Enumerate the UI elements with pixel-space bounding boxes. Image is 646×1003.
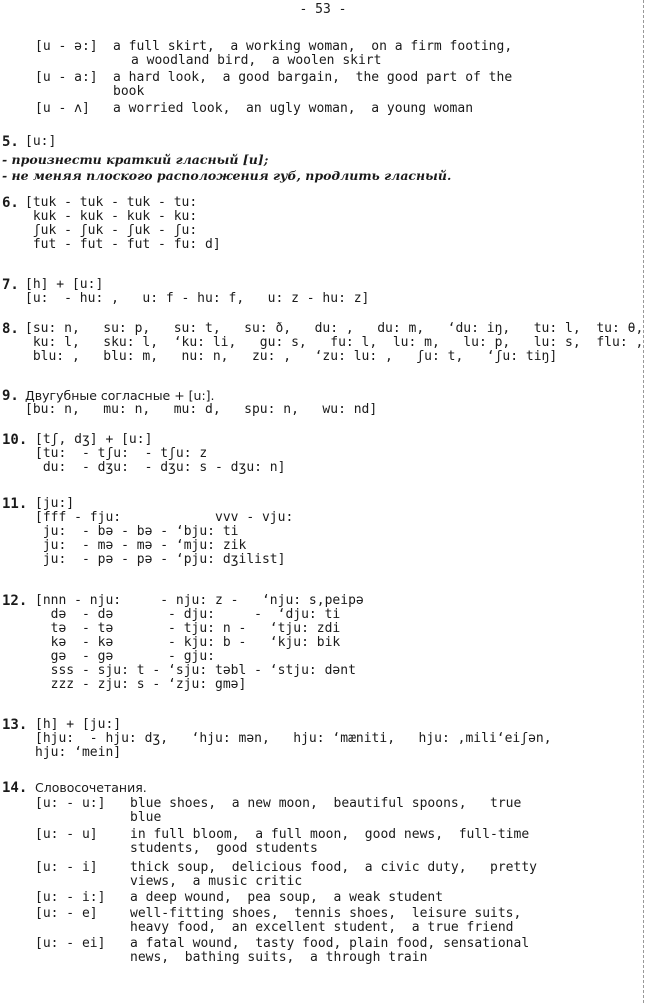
section-number-9: 9. — [2, 388, 19, 404]
drill-line: ʃuk - ʃuk - ʃuk - ʃu: — [25, 223, 198, 238]
drill-line: [su: n, su: p, su: t, su: ð, du: , du: m, ‘du: iŋ, tu: l, tu: θ, — [25, 321, 644, 336]
page-edge-divider — [642, 0, 644, 1003]
pair-label: [u: - e] — [35, 906, 98, 921]
drill-heading: Двугубные согласные + [u:]. — [25, 388, 215, 403]
pair-label: [u: - u:] — [35, 796, 106, 811]
pair-text: well-fitting shoes, tennis shoes, leisure suits, — [130, 906, 522, 921]
drill-line: [tuk - tuk - tuk - tu: — [25, 195, 198, 210]
section-5-title: [u:] — [25, 134, 57, 149]
page-number: - 53 - — [299, 2, 347, 17]
drill-line: ju: - bə - bə - ‘bju: ti — [35, 524, 239, 539]
pair-label: [u - a:] — [35, 70, 98, 85]
section-number-13: 13. — [2, 717, 28, 733]
pair-text: thick soup, delicious food, a civic duty, pretty — [130, 860, 537, 875]
drill-line: [fff - fju: vvv - vju: — [35, 510, 294, 525]
pair-text: students, good students — [130, 841, 318, 856]
drill-line: sss - sju: t - ‘sju: təbl - ‘stju: dənt — [35, 663, 356, 678]
section-5-rule: - не меняя плоского расположения губ, продлить гласный. — [2, 168, 452, 183]
section-number-6: 6. — [2, 195, 19, 211]
drill-line: [u: - hu: , u: f - hu: f, u: z - hu: z] — [25, 291, 370, 306]
pair-label: [u - ʌ] — [35, 101, 90, 116]
section-number-12: 12. — [2, 593, 28, 609]
drill-line: də - də - dju: - ‘dju: ti — [35, 607, 341, 622]
drill-line: [nnn - nju: - nju: z - ‘nju: s,peipə — [35, 593, 364, 608]
pair-label: [u: - i:] — [35, 890, 106, 905]
pair-text: news, bathing suits, a through train — [130, 950, 428, 965]
pair-text: a woodland bird, a woolen skirt — [131, 53, 382, 68]
pair-text: views, a music critic — [130, 874, 303, 889]
drill-line: hju: ‘mein] — [35, 745, 122, 760]
drill-line: kuk - kuk - kuk - ku: — [25, 209, 198, 224]
pair-text: heavy food, an excellent student, a true friend — [130, 920, 514, 935]
drill-line: ju: - mə - mə - ‘mju: zik — [35, 538, 247, 553]
pair-text: a full skirt, a working woman, on a firm footing, — [113, 39, 513, 54]
drill-line: du: - dʒu: - dʒu: s - dʒu: n] — [35, 460, 286, 475]
pair-text: a fatal wound, tasty food, plain food, sensational — [130, 936, 530, 951]
drill-line: [ju:] — [35, 496, 75, 511]
section-number-7: 7. — [2, 277, 19, 293]
pair-label: [u - ə:] — [35, 39, 98, 54]
drill-line: [tʃ, dʒ] + [u:] — [35, 432, 153, 447]
section-14-title: Словосочетания. — [35, 780, 147, 795]
pair-text: book — [113, 84, 145, 99]
drill-line: zzz - zju: s - ‘zju: gmə] — [35, 677, 247, 692]
pair-text: a worried look, an ugly woman, a young woman — [113, 101, 474, 116]
drill-line: ju: - pə - pə - ‘pju: dʒilist] — [35, 552, 286, 567]
pair-text: a deep wound, pea soup, a weak student — [130, 890, 444, 905]
section-number-11: 11. — [2, 496, 28, 512]
drill-line: [bu: n, mu: n, mu: d, spu: n, wu: nd] — [25, 402, 378, 417]
pair-text: in full bloom, a full moon, good news, full-time — [130, 827, 530, 842]
section-5-rule: - произнести краткий гласный [u]; — [2, 152, 269, 167]
section-number-10: 10. — [2, 432, 28, 448]
drill-line: [hju: - hju: dʒ, ‘hju: mən, hju: ‘mæniti, hju: ,mili‘eiʃən, — [35, 731, 552, 746]
pair-label: [u: - u] — [35, 827, 98, 842]
section-number-5: 5. — [2, 134, 19, 150]
drill-line: [h] + [u:] — [25, 277, 104, 292]
pair-label: [u: - ei] — [35, 936, 106, 951]
pair-text: blue shoes, a new moon, beautiful spoons, true — [130, 796, 522, 811]
pair-label: [u: - i] — [35, 860, 98, 875]
section-number-8: 8. — [2, 321, 19, 337]
drill-line: [h] + [ju:] — [35, 717, 122, 732]
pair-text: a hard look, a good bargain, the good part of the — [113, 70, 513, 85]
drill-line: ku: l, sku: l, ‘ku: li, gu: s, fu: l, lu: m, lu: p, lu: s, flu: , — [25, 335, 644, 350]
drill-line: kə - kə - kju: b - ‘kju: bik — [35, 635, 341, 650]
drill-line: tə - tə - tju: n - ‘tju: zdi — [35, 621, 341, 636]
drill-line: fut - fut - fut - fu: d] — [25, 237, 221, 252]
pair-text: blue — [130, 810, 162, 825]
drill-line: blu: , blu: m, nu: n, zu: , ‘zu: lu: , ʃu: t, ‘ʃu: tiŋ] — [25, 349, 558, 364]
drill-line: gə - gə - gju: — [35, 649, 216, 664]
drill-line: [tu: - tʃu: - tʃu: z — [35, 446, 208, 461]
section-number-14: 14. — [2, 780, 28, 796]
